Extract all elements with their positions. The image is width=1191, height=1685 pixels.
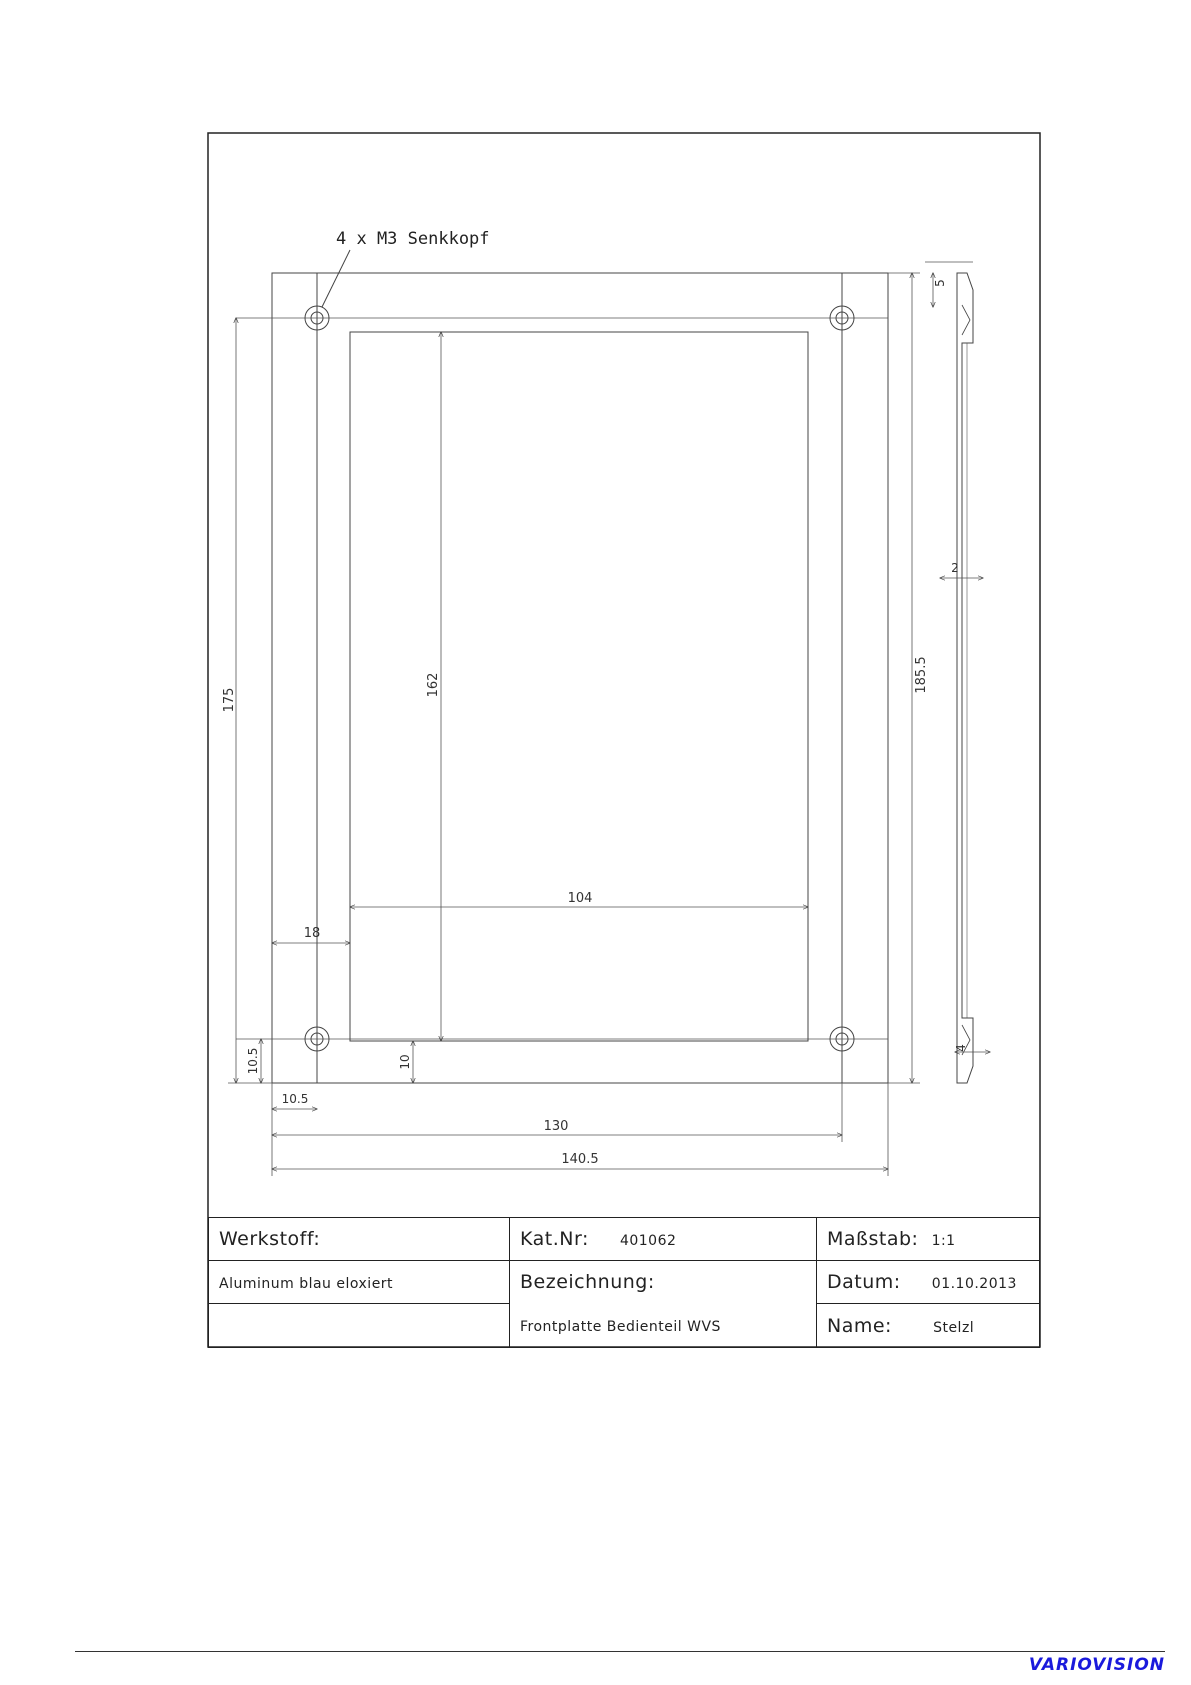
dim-label-104: 104	[567, 891, 593, 906]
datum-value: 01.10.2013	[931, 1276, 1017, 1292]
dim-label-140-5: 140.5	[561, 1152, 599, 1167]
werkstoff-value-cell	[209, 1261, 510, 1304]
dim-label-profile-4: 4	[954, 1044, 968, 1052]
massstab-label: Maßstab:	[827, 1228, 919, 1250]
werkstoff-cell	[209, 1218, 510, 1261]
katnr-value: 401062	[619, 1233, 677, 1249]
dim-label-10: 10	[398, 1054, 412, 1070]
dim-label-175: 175	[222, 687, 237, 713]
callout-text: 4 x M3 Senkkopf	[336, 229, 490, 249]
werkstoff-label: Werkstoff:	[219, 1228, 321, 1250]
dim-label-10-5-vertical: 10.5	[246, 1047, 260, 1075]
katnr-cell	[510, 1218, 817, 1261]
dim-label-185-5: 185.5	[914, 656, 929, 694]
bezeichnung-cell	[510, 1261, 817, 1304]
katnr-label: Kat.Nr:	[520, 1228, 589, 1250]
title-block	[208, 1217, 1040, 1348]
dim-label-profile-5: 5	[933, 279, 947, 287]
datum-cell	[817, 1261, 1040, 1304]
dim-label-18: 18	[303, 926, 321, 941]
dim-label-profile-2: 2	[951, 561, 959, 575]
empty-cell	[209, 1304, 510, 1348]
dim-label-162: 162	[426, 672, 441, 698]
bezeichnung-value-cell	[510, 1304, 817, 1348]
datum-label: Datum:	[827, 1271, 901, 1293]
massstab-cell	[817, 1218, 1040, 1261]
drawing-frame	[208, 133, 1040, 1347]
name-value: Stelzl	[933, 1319, 975, 1336]
massstab-value: 1:1	[931, 1233, 956, 1249]
window-cutout	[350, 332, 808, 1041]
callout-leader	[322, 250, 350, 307]
dim-label-130: 130	[543, 1119, 569, 1134]
profile-groove-top	[962, 305, 970, 335]
plate-outline	[272, 273, 888, 1083]
dim-label-10-5-horizontal: 10.5	[281, 1092, 309, 1106]
name-cell	[817, 1304, 1040, 1348]
footer-divider	[75, 1651, 1165, 1652]
side-profile	[957, 273, 973, 1083]
name-label: Name:	[827, 1314, 892, 1337]
bezeichnung-label: Bezeichnung:	[520, 1271, 655, 1294]
brand-logo: VARIOVISION	[1028, 1655, 1165, 1675]
bezeichnung-value: Frontplatte Bedienteil WVS	[520, 1318, 721, 1335]
werkstoff-value: Aluminum blau eloxiert	[219, 1275, 394, 1292]
